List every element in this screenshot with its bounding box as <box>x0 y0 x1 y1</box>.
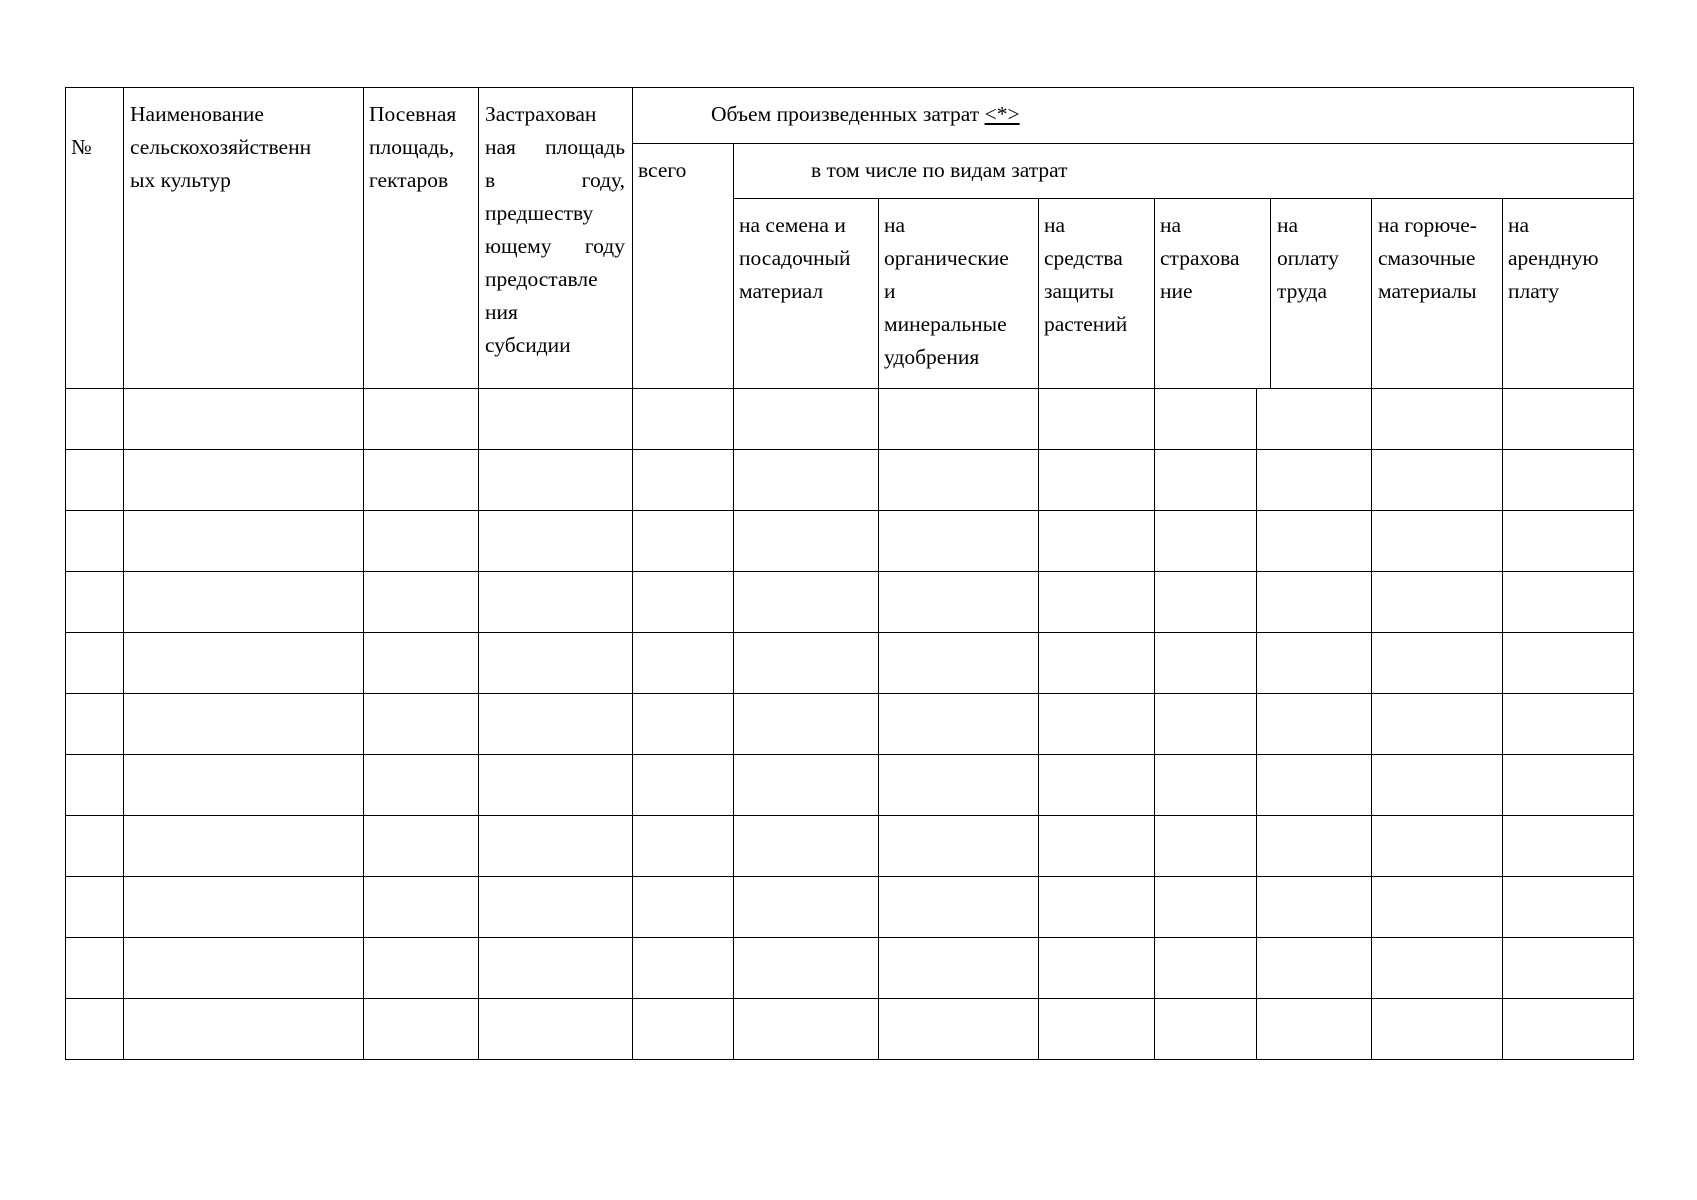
table-cell[interactable] <box>364 389 478 449</box>
table-cell[interactable] <box>1155 389 1256 449</box>
table-cell[interactable] <box>1372 999 1502 1059</box>
header-insured-area-line: предоставле <box>485 267 598 291</box>
header-costs-group <box>711 98 1020 131</box>
table-cell[interactable] <box>1155 633 1256 693</box>
table-cell[interactable] <box>1257 755 1371 815</box>
table-cell[interactable] <box>124 877 363 937</box>
table-cell[interactable] <box>1372 450 1502 510</box>
table-cell[interactable] <box>1503 938 1633 998</box>
table-cell[interactable] <box>1372 694 1502 754</box>
header-total: всего <box>638 158 687 182</box>
table-cell[interactable] <box>1039 389 1154 449</box>
header-insured-area-word: ная <box>485 135 516 159</box>
table-cell[interactable] <box>1039 633 1154 693</box>
table-cell[interactable] <box>1503 755 1633 815</box>
col-divider-insurance-header <box>1270 198 1271 388</box>
header-cost-fertilizers-line: удобрения <box>884 345 980 369</box>
table-cell[interactable] <box>66 450 123 510</box>
table-cell[interactable] <box>1372 511 1502 571</box>
table-cell[interactable] <box>1372 816 1502 876</box>
table-cell[interactable] <box>879 938 1038 998</box>
table-cell[interactable] <box>479 938 632 998</box>
table-cell[interactable] <box>734 938 878 998</box>
header-by-type-group: в том числе по видам затрат <box>811 158 1068 182</box>
header-insured-area-justified-line <box>485 164 625 197</box>
table-cell[interactable] <box>633 633 733 693</box>
header-cost-fuel-line: материалы <box>1378 279 1477 303</box>
table-cell[interactable] <box>1155 450 1256 510</box>
table-cell[interactable] <box>633 877 733 937</box>
header-cost-labor-line: на <box>1277 213 1299 237</box>
header-cost-plant-protection <box>1044 209 1127 341</box>
table-cell[interactable] <box>879 633 1038 693</box>
header-number: № <box>71 135 92 159</box>
table-cell[interactable] <box>1372 938 1502 998</box>
header-insured-area-line: субсидии <box>485 333 571 357</box>
table-cell[interactable] <box>1372 389 1502 449</box>
table-cell[interactable] <box>66 633 123 693</box>
table-cell[interactable] <box>124 450 363 510</box>
table-cell[interactable] <box>633 938 733 998</box>
table-cell[interactable] <box>1257 633 1371 693</box>
table-cell[interactable] <box>1372 755 1502 815</box>
table-cell[interactable] <box>1257 938 1371 998</box>
table-cell[interactable] <box>364 755 478 815</box>
table-cell[interactable] <box>1039 450 1154 510</box>
table-cell[interactable] <box>1372 633 1502 693</box>
table-cell[interactable] <box>879 816 1038 876</box>
table-cell[interactable] <box>1503 633 1633 693</box>
header-cost-fertilizers <box>884 209 1009 374</box>
table-cell[interactable] <box>1257 694 1371 754</box>
table-border-top <box>65 87 1634 88</box>
header-sown-area-line: гектаров <box>369 168 449 192</box>
table-cell[interactable] <box>734 511 878 571</box>
table-cell[interactable] <box>734 389 878 449</box>
table-cell[interactable] <box>1155 877 1256 937</box>
table-cell[interactable] <box>479 694 632 754</box>
table-cell[interactable] <box>1257 511 1371 571</box>
table-cell[interactable] <box>1039 572 1154 632</box>
header-sown-area <box>369 98 456 197</box>
table-cell[interactable] <box>734 694 878 754</box>
header-cost-rent-line: плату <box>1508 279 1560 303</box>
table-cell[interactable] <box>124 572 363 632</box>
header-insured-area-justified-line <box>485 131 625 164</box>
header-cost-labor-line: оплату <box>1277 246 1339 270</box>
header-cost-labor-line: труда <box>1277 279 1328 303</box>
header-cost-labor <box>1277 209 1339 308</box>
header-cost-seeds-line: материал <box>739 279 824 303</box>
header-insured-area-line: Застрахован <box>485 102 597 126</box>
header-cost-fertilizers-line: минеральные <box>884 312 1007 336</box>
header-crop-name <box>130 98 311 197</box>
header-sown-area-line: площадь, <box>369 135 455 159</box>
table-cell[interactable] <box>734 572 878 632</box>
table-cell[interactable] <box>633 694 733 754</box>
table-cell[interactable] <box>364 511 478 571</box>
header-insured-area-justified-line <box>485 230 625 263</box>
table-cell[interactable] <box>1155 572 1256 632</box>
table-cell[interactable] <box>479 877 632 937</box>
table-cell[interactable] <box>364 572 478 632</box>
header-cost-fuel-line: на горюче- <box>1378 213 1477 237</box>
header-cost-plant-protection-line: на <box>1044 213 1066 237</box>
table-cell[interactable] <box>633 999 733 1059</box>
row-rule <box>65 1059 1634 1060</box>
table-cell[interactable] <box>734 877 878 937</box>
table-cell[interactable] <box>734 999 878 1059</box>
header-sown-area-line: Посевная <box>369 102 457 126</box>
table-cell[interactable] <box>879 694 1038 754</box>
header-cost-plant-protection-line: средства <box>1044 246 1123 270</box>
table-cell[interactable] <box>364 877 478 937</box>
table-cell[interactable] <box>1503 999 1633 1059</box>
table-cell[interactable] <box>1039 816 1154 876</box>
rule-under-costs-group <box>632 143 1634 144</box>
header-cost-seeds-line: на семена и <box>739 213 846 237</box>
table-cell[interactable] <box>479 572 632 632</box>
table-cell[interactable] <box>66 755 123 815</box>
table-cell[interactable] <box>1039 999 1154 1059</box>
table-cell[interactable] <box>479 816 632 876</box>
table-cell[interactable] <box>364 816 478 876</box>
table-cell[interactable] <box>1155 694 1256 754</box>
table-cell[interactable] <box>1503 694 1633 754</box>
table-cell[interactable] <box>1372 572 1502 632</box>
table-cell[interactable] <box>879 572 1038 632</box>
table-cell[interactable] <box>1503 572 1633 632</box>
table-cell[interactable] <box>1503 389 1633 449</box>
table-cell[interactable] <box>124 389 363 449</box>
table-border-right <box>1633 87 1634 1059</box>
table-cell[interactable] <box>1039 694 1154 754</box>
table-cell[interactable] <box>124 633 363 693</box>
table-cell[interactable] <box>879 877 1038 937</box>
header-cost-fertilizers-line: и <box>884 279 896 303</box>
header-insured-area <box>485 98 625 362</box>
table-cell[interactable] <box>1503 816 1633 876</box>
table-cell[interactable] <box>124 511 363 571</box>
header-insured-area-line: предшеству <box>485 201 594 225</box>
table-cell[interactable] <box>1155 938 1256 998</box>
header-cost-rent-line: арендную <box>1508 246 1599 270</box>
table-cell[interactable] <box>364 694 478 754</box>
table-cell[interactable] <box>124 816 363 876</box>
header-cost-rent <box>1508 209 1599 308</box>
header-cost-seeds <box>739 209 851 308</box>
header-insured-area-word: году, <box>581 168 625 192</box>
footnote-link[interactable]: <*> <box>984 102 1020 126</box>
header-crop-name-line: ых культур <box>130 168 231 192</box>
table-cell[interactable] <box>734 816 878 876</box>
table-cell[interactable] <box>66 999 123 1059</box>
header-cost-fertilizers-line: органические <box>884 246 1009 270</box>
header-insured-area-word: площадь <box>545 135 625 159</box>
header-insured-area-word: году <box>584 234 625 258</box>
table-cell[interactable] <box>364 633 478 693</box>
table-cell[interactable] <box>1257 877 1371 937</box>
header-cost-seeds-line: посадочный <box>739 246 851 270</box>
header-cost-plant-protection-line: растений <box>1044 312 1128 336</box>
header-insured-area-line: ния <box>485 300 518 324</box>
header-cost-fuel <box>1378 209 1477 308</box>
rule-under-by-type-group <box>733 198 1634 199</box>
table-cell[interactable] <box>1503 511 1633 571</box>
header-cost-insurance-line: ние <box>1160 279 1193 303</box>
table-cell[interactable] <box>1257 816 1371 876</box>
table-cell[interactable] <box>479 389 632 449</box>
table-cell[interactable] <box>66 877 123 937</box>
table-cell[interactable] <box>364 999 478 1059</box>
table-cell[interactable] <box>879 755 1038 815</box>
table-cell[interactable] <box>66 511 123 571</box>
table-cell[interactable] <box>1155 816 1256 876</box>
table-cell[interactable] <box>734 450 878 510</box>
table-cell[interactable] <box>124 755 363 815</box>
table-cell[interactable] <box>1155 755 1256 815</box>
table-cell[interactable] <box>66 389 123 449</box>
table-cell[interactable] <box>1257 389 1371 449</box>
table-cell[interactable] <box>1257 450 1371 510</box>
table-cell[interactable] <box>633 511 733 571</box>
header-insured-area-word: в <box>485 168 496 192</box>
header-costs-group-label: Объем произведенных затрат <box>711 102 980 126</box>
table-cell[interactable] <box>633 816 733 876</box>
table-cell[interactable] <box>1503 450 1633 510</box>
header-cost-insurance-line: страхова <box>1160 246 1240 270</box>
table-cell[interactable] <box>124 999 363 1059</box>
table-cell[interactable] <box>1372 877 1502 937</box>
table-cell[interactable] <box>633 389 733 449</box>
table-cell[interactable] <box>124 694 363 754</box>
header-cost-fuel-line: смазочные <box>1378 246 1476 270</box>
table-cell[interactable] <box>633 572 733 632</box>
header-insured-area-word: ющему <box>485 234 552 258</box>
table-cell[interactable] <box>364 938 478 998</box>
table-cell[interactable] <box>1257 999 1371 1059</box>
header-cost-insurance-line: на <box>1160 213 1182 237</box>
table-cell[interactable] <box>633 755 733 815</box>
table-cell[interactable] <box>1039 511 1154 571</box>
table-cell[interactable] <box>364 450 478 510</box>
table-cell[interactable] <box>479 999 632 1059</box>
table-cell[interactable] <box>879 450 1038 510</box>
table-cell[interactable] <box>66 694 123 754</box>
table-cell[interactable] <box>1155 511 1256 571</box>
header-crop-name-line: Наименование <box>130 102 264 126</box>
header-cost-insurance <box>1160 209 1240 308</box>
table-cell[interactable] <box>1039 755 1154 815</box>
table-cell[interactable] <box>1257 572 1371 632</box>
table-cell[interactable] <box>1039 938 1154 998</box>
table-cell[interactable] <box>734 755 878 815</box>
table-cell[interactable] <box>1039 877 1154 937</box>
header-crop-name-line: сельскохозяйственн <box>130 135 312 159</box>
table-cell[interactable] <box>633 450 733 510</box>
table-cell[interactable] <box>879 511 1038 571</box>
table-cell[interactable] <box>1155 999 1256 1059</box>
table-cell[interactable] <box>479 633 632 693</box>
table-cell[interactable] <box>124 938 363 998</box>
table-cell[interactable] <box>879 389 1038 449</box>
table-cell[interactable] <box>479 511 632 571</box>
header-cost-fertilizers-line: на <box>884 213 906 237</box>
table-cell[interactable] <box>66 938 123 998</box>
header-cost-plant-protection-line: защиты <box>1044 279 1114 303</box>
header-cost-rent-line: на <box>1508 213 1530 237</box>
table-cell[interactable] <box>66 816 123 876</box>
table-cell[interactable] <box>66 572 123 632</box>
table-cell[interactable] <box>479 755 632 815</box>
table-cell[interactable] <box>734 633 878 693</box>
table-cell[interactable] <box>479 450 632 510</box>
table-cell[interactable] <box>879 999 1038 1059</box>
table-cell[interactable] <box>1503 877 1633 937</box>
